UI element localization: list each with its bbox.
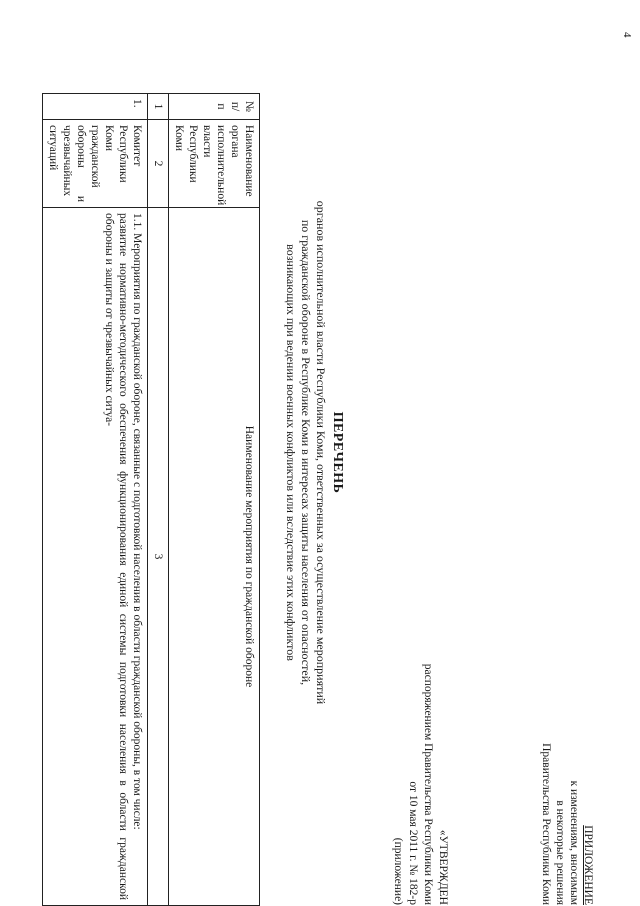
numbering-cell: 1 (148, 94, 169, 120)
appendix-title: ПРИЛОЖЕНИЕ (582, 825, 594, 905)
measures-table (42, 93, 260, 906)
measure-item: 1.1. Мероприятия по гражданской обороне, связанные с подготовкой населения в области гражданской обороны, в том числе: (131, 213, 143, 830)
approval-line: от 10 мая 2011 г. № 182-р (407, 781, 419, 905)
approval-block (390, 620, 450, 905)
row-organ: Комитет Республики Коми гражданской обороны и чрезвычайных ситуаций (43, 120, 148, 208)
approval-line: (приложение) (392, 837, 404, 905)
header-cell-number: № п/п (169, 94, 260, 120)
header-cell-organ: Наименование органа исполнительной власти Республики Коми (169, 120, 260, 208)
appendix-line: к изменениям, вносимым (568, 780, 580, 905)
table-numbering-row (148, 94, 169, 906)
heading-line: органов исполнительной власти Республики Коми, ответственных за осуществление мероприятий (314, 200, 328, 705)
table-header-row (169, 94, 260, 906)
header-cell-measure: Наименование мероприятия по гражданской обороне (169, 208, 260, 906)
heading-line: по гражданской обороне в Республике Коми в интересах защиты населения от опасностей, (299, 219, 313, 686)
page-number: 4 (621, 32, 633, 38)
approval-line: распоряжением Правительства Республики Коми (422, 663, 434, 905)
appendix-block (539, 710, 595, 905)
row-number: 1. (43, 94, 148, 120)
table-row (43, 94, 148, 906)
row-measure (43, 208, 148, 906)
measure-subitem: развитие нормативно-методического обеспечения функционирования единой системы подготовки населения в области гражданской обороны и защиты от чрезвычайных ситуа- (103, 213, 129, 900)
heading-title: ПЕРЕЧЕНЬ (330, 411, 345, 494)
appendix-line: в некоторые решения (554, 800, 566, 905)
numbering-cell: 2 (148, 120, 169, 208)
document-heading (283, 0, 345, 905)
approval-line: «УТВЕРЖДЕН (437, 829, 449, 905)
heading-line: возникающих при ведении военных конфликтов или вследствие этих конфликтов (284, 244, 298, 661)
numbering-cell: 3 (148, 208, 169, 906)
appendix-line: Правительства Республики Коми (540, 743, 552, 905)
